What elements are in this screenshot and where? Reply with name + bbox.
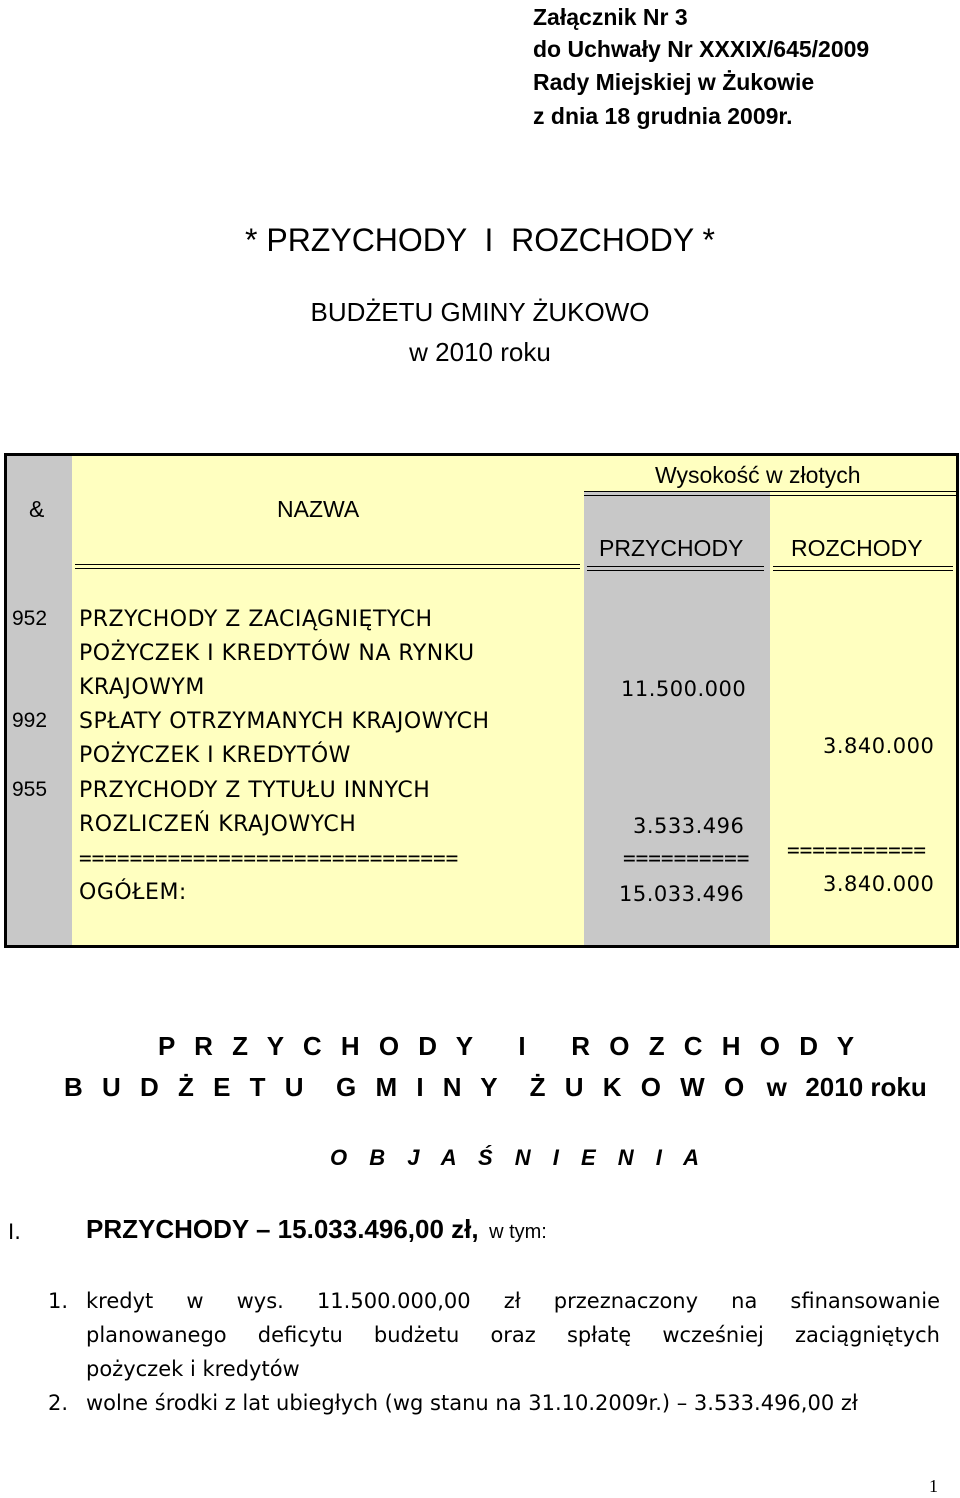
summary-subheading-w: w [766, 1072, 787, 1102]
row-name-line: PRZYCHODY Z TYTUŁU INNYCH [79, 778, 431, 803]
przychody-column-header: PRZYCHODY [599, 535, 744, 561]
section-title-suffix: w tym: [489, 1221, 547, 1243]
row-przychody-value: 11.500.000 [621, 677, 747, 701]
row-code: 992 [12, 709, 48, 732]
total-label: OGÓŁEM: [79, 880, 187, 905]
row-code: 955 [12, 778, 48, 801]
summary-heading: P R Z Y C H O D Y I R O Z C H O D Y [158, 1031, 861, 1061]
row-rozchody-value: 3.840.000 [823, 734, 935, 758]
summary-subheading-year: 2010 roku [805, 1072, 927, 1102]
name-header-rule [75, 564, 580, 569]
row-name-line: SPŁATY OTRZYMANYCH KRAJOWYCH [79, 709, 490, 734]
row-code: 952 [12, 607, 48, 630]
item-text-line: pożyczek i kredytów [86, 1357, 300, 1381]
page-subtitle-year: w 2010 roku [409, 337, 551, 367]
summary-subheading-text: B U D Ż E T U G M I N Y Ż U K O W O [64, 1072, 751, 1102]
name-column-bg [72, 456, 584, 945]
item-text-line: wolne środki z lat ubiegłych (wg stanu na 31.10.2009r.) – 3.533.496,00 zł [86, 1391, 858, 1415]
section-title: PRZYCHODY – 15.033.496,00 zł, [86, 1214, 479, 1244]
przychody-separator: ========== [623, 846, 750, 870]
item-number: 2. [48, 1391, 69, 1415]
total-rozchody: 3.840.000 [823, 872, 935, 896]
page-number: 1 [929, 1476, 938, 1496]
section-heading [86, 1214, 547, 1245]
section-number: I. [8, 1220, 21, 1244]
resolution-number: do Uchwały Nr XXXIX/645/2009 [533, 36, 870, 62]
total-przychody: 15.033.496 [619, 882, 745, 906]
row-name-line: POŻYCZEK I KREDYTÓW NA RYNKU [79, 641, 475, 666]
explanations-heading: O B J A Ś N I E N I A [330, 1145, 708, 1170]
name-column-header: NAZWA [277, 496, 360, 522]
row-przychody-value: 3.533.496 [633, 814, 745, 838]
przychody-header-rule [587, 566, 764, 571]
amount-header-rule [584, 491, 956, 496]
row-name-line: PRZYCHODY Z ZACIĄGNIĘTYCH [79, 607, 433, 632]
page-subtitle: BUDŻETU GMINY ŻUKOWO [310, 297, 650, 327]
name-separator: ============================== [79, 846, 459, 870]
resolution-date: z dnia 18 grudnia 2009r. [533, 103, 793, 129]
row-name-line: POŻYCZEK I KREDYTÓW [79, 743, 351, 768]
summary-subheading [64, 1072, 927, 1103]
row-name-line: KRAJOWYM [79, 675, 205, 700]
amount-column-header: Wysokość w złotych [655, 462, 861, 488]
page-title: * PRZYCHODY I ROZCHODY * [245, 222, 715, 258]
row-name-line: ROZLICZEŃ KRAJOWYCH [79, 812, 357, 837]
annex-number: Załącznik Nr 3 [533, 4, 688, 30]
item-number: 1. [48, 1289, 69, 1313]
rozchody-separator: =========== [787, 838, 927, 862]
item-text-line: planowanego deficytu budżetu oraz spłatę wcześniej zaciągniętych [86, 1323, 940, 1347]
item-text-line: kredyt w wys. 11.500.000,00 zł przeznaczony na sfinansowanie [86, 1289, 940, 1313]
code-column-header: & [29, 496, 45, 522]
rozchody-header-rule [773, 566, 953, 571]
budget-table [4, 453, 959, 948]
rozchody-column-header: ROZCHODY [791, 535, 923, 561]
council-name: Rady Miejskiej w Żukowie [533, 69, 815, 95]
